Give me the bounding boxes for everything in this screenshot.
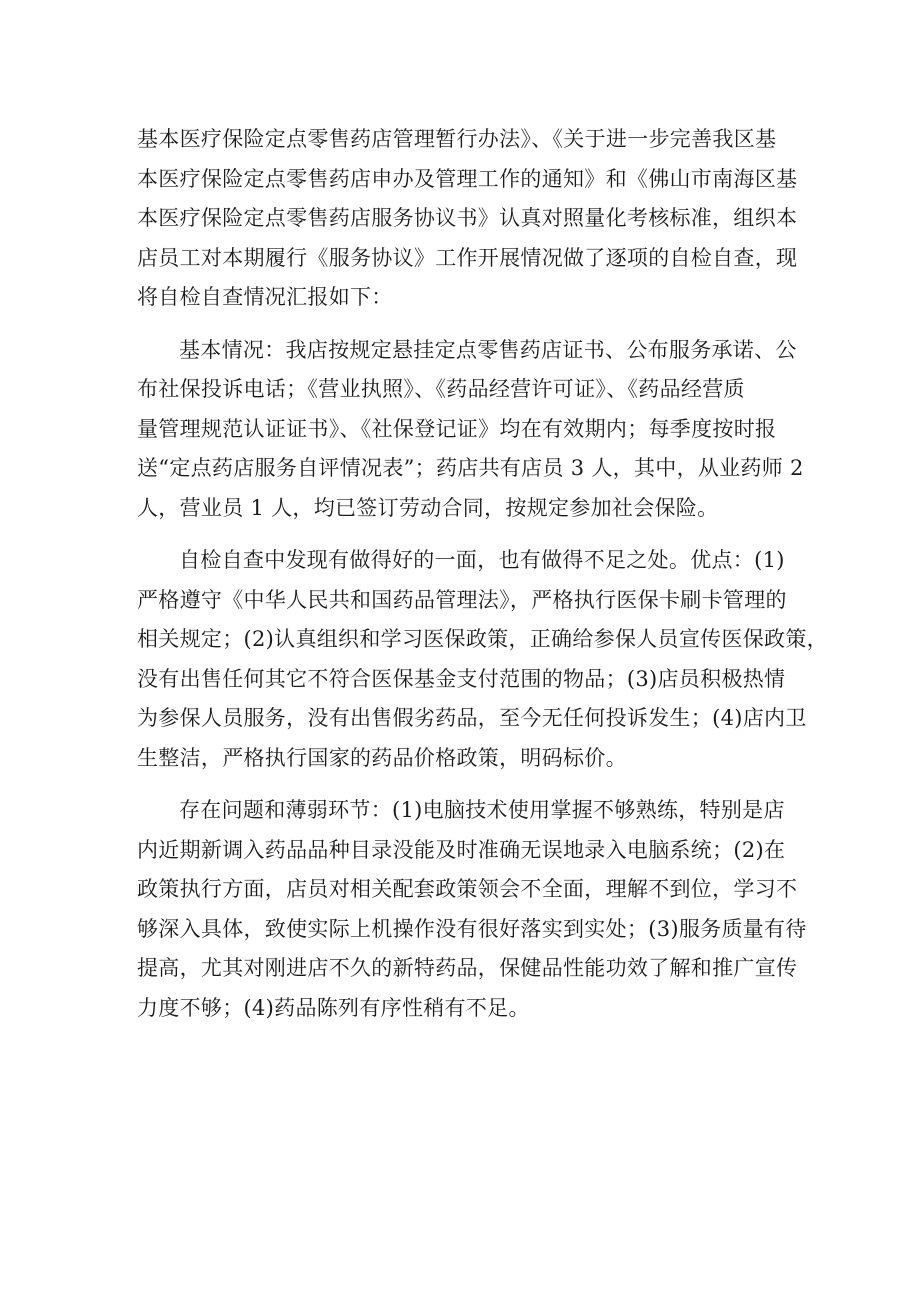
paragraph-weaknesses (137, 791, 807, 1028)
paragraph-strengths (137, 541, 828, 778)
text-line: 基本情况：我店按规定悬挂定点零售药店证书、公布服务承诺、公 (179, 337, 797, 362)
text-line: 没有出售任何其它不符合医保基金支付范围的物品；(3)店员积极热情 (137, 666, 786, 691)
document-body (137, 120, 828, 1041)
text-line: 提高，尤其对刚进店不久的新特药品，保健品性能功效了解和推广宣传 (137, 956, 798, 980)
text-line: 本医疗保险定点零售药店服务协议书》认真对照量化考核标准，组织本 (137, 206, 798, 230)
text-line: 量管理规范认证证书》、《社保登记证》均在有效期内；每季度按时报 (137, 416, 777, 441)
text-line: 本医疗保险定点零售药店申办及管理工作的通知》和《佛山市南海区基 (137, 166, 798, 191)
text-line: 将自检自查情况汇报如下： (137, 285, 393, 309)
text-line: 生整洁，严格执行国家的药品价格政策，明码标价。 (137, 745, 627, 770)
text-line: 政策执行方面，店员对相关配套政策领会不全面，理解不到位，学习不 (137, 877, 798, 901)
text-line: 存在问题和薄弱环节：(1)电脑技术使用掌握不够熟练，特别是店 (179, 798, 785, 822)
text-line: 相关规定；(2)认真组织和学习医保政策，正确给参保人员宣传医保政策， (137, 627, 828, 651)
text-line: 人，营业员 1 人，均已签订劳动合同，按规定参加社会保险。 (137, 495, 719, 520)
text-line: 自检自查中发现有做得好的一面，也有做得不足之处。优点：(1) (179, 548, 785, 572)
text-line: 够深入具体，致使实际上机操作没有很好落实到实处；(3)服务质量有待 (137, 916, 807, 941)
text-line: 店员工对本期履行《服务协议》工作开展情况做了逐项的自检自查，现 (137, 245, 798, 270)
text-line: 为参保人员服务，没有出售假劣药品，至今无任何投诉发生；(4)店内卫 (137, 706, 807, 730)
text-line: 严格遵守《中华人民共和国药品管理法》，严格执行医保卡刷卡管理的 (137, 587, 787, 612)
text-line: 基本医疗保险定点零售药店管理暂行办法》、《关于进一步完善我区基 (137, 127, 777, 151)
paragraph-basic-situation (137, 331, 804, 529)
text-line: 内近期新调入药品品种目录没能及时准确无误地录入电脑系统；(2)在 (137, 837, 786, 862)
text-line: 送“定点药店服务自评情况表”；药店共有店员 3 人，其中，从业药师 2 (137, 456, 804, 480)
paragraph-regulations-intro (137, 120, 798, 318)
text-line: 布社保投诉电话；《营业执照》、《药品经营许可证》、《药品经营质 (137, 377, 745, 401)
text-line: 力度不够；(4)药品陈列有序性稍有不足。 (137, 995, 530, 1020)
